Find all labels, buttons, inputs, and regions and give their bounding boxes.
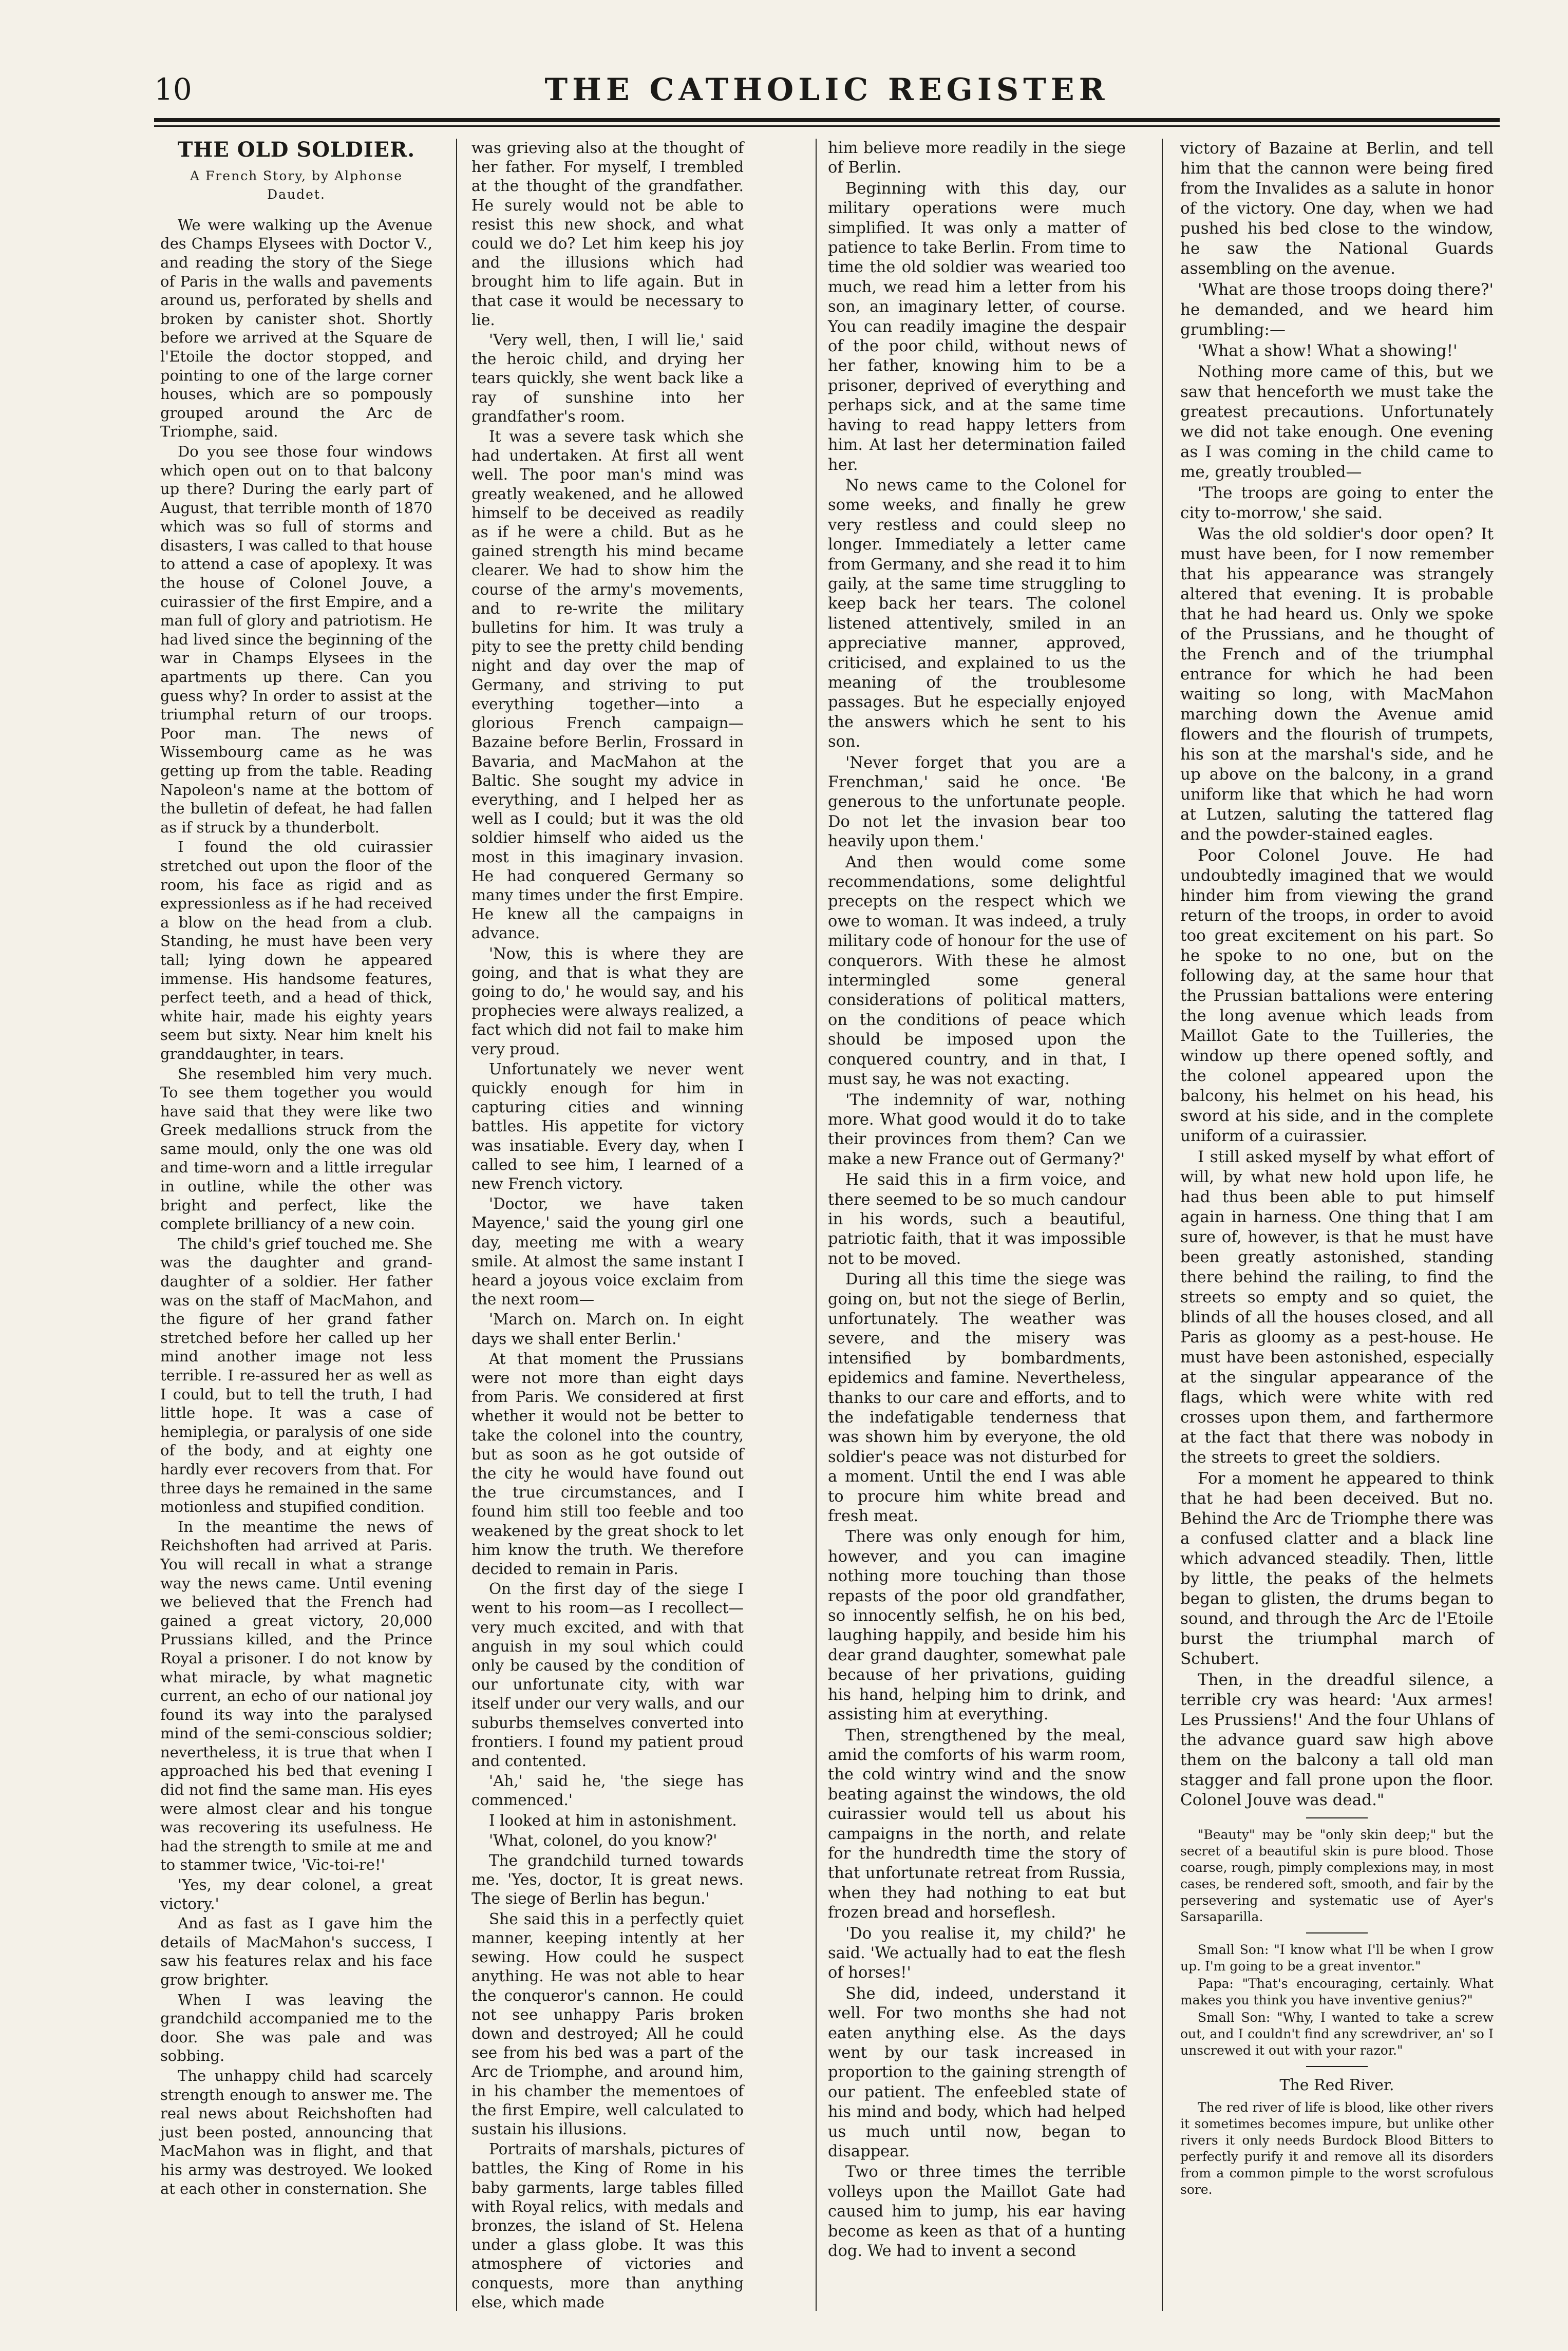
paper-title: THE CATHOLIC REGISTER [544,72,1109,108]
story-paragraph: Nothing more came of this, but we saw that henceforth we must take the greatest precautions. Unfortunately we did not take enough. One evening as I was coming in the child came to me, greatly troubled— [1180,363,1494,481]
joke-line: Small Son: "I know what I'll be when I grow up. I'm going to be a great inventor." [1180,1942,1494,1974]
red-river-body: The red river of life is blood, like other rivers it sometimes becomes impure, but unlike other rivers it only needs Burdock Blood Bitters to perfectly purify it and remove all its disorders from a common pimple to the worst scrofulous sore. [1180,2100,1494,2197]
story-paragraph: 'What are those troops doing there?' he demanded, and we heard him grumbling:— [1180,280,1494,339]
divider-rule [1306,2066,1368,2067]
story-paragraph: At that moment the Prussians were not more than eight days from Paris. We considered at first whether it would not be better to take the colonel into the country, but as soon as he got outside of the city he would have found out the true circumstances, and I found him still too feeble and too weakened by the great shock to let him know the truth. We therefore decided to remain in Paris. [471,1350,744,1578]
story-paragraph: 'Never forget that you are a Frenchman,' said he once. 'Be generous to the unfortunate people. Do not let the invasion bear too heavily upon them.' [828,753,1126,851]
story-paragraph: The child's grief touched me. She was the daughter and grand-daughter of a soldier. Her father was on the staff of MacMahon, and the figure of her grand father stretched before her called up her mind another image not less terrible. I re-assured her as well as I could, but to tell the truth, I had little hope. It was a case of hemiplegia, or paralysis of one side of the body, and at eighty one hardly ever recovers from that. For three days he remained in the same motionless and stupified condition. [160,1235,432,1516]
story-paragraph: 'What, colonel, do you know?' [489,1831,717,1849]
story-paragraph: him believe more readily in the siege of Berlin. [828,139,1126,177]
story-paragraph: 'Doctor, we have taken Mayence,' said the young girl one day, meeting me with a weary smile. At almost the same instant I heard a joyous voice exclaim from the next room— [471,1195,744,1309]
ad-beauty: "Beauty" may be "only skin deep;" but the secret of a beautiful skin is pure blood. Those coarse, rough, pimply complexions may, in most cases, be rendered soft, smooth, and fair by the persevering and systematic use of Ayer's Sarsaparilla. [1180,1827,1494,1924]
story-paragraph: The unhappy child had scarcely strength enough to answer me. The real news about Reichshoften had just been posted, announcing that MacMahon was in flight, and that his army was destroyed. We looked at each other in consternation. She [160,2066,432,2197]
story-paragraph: 'Ah,' said he, 'the siege has commenced.' [471,1772,744,1809]
story-paragraph: was grieving also at the thought of her father. For myself, I trembled at the thought of the grandfather. He surely would not be able to resist this new shock, and what could we do? Let him keep his joy and the illusions which had brought him to life again. But in that case it would be necessary to lie. [471,139,744,329]
divider-rule [1306,1817,1368,1818]
story-paragraph: 'What a show! What a showing!' [1198,342,1458,360]
story-paragraph: For a moment he appeared to think that he had been deceived. But no. Behind the Arc de Triomphe there was a confused clatter and a black line which advanced steadily. Then, little by little, the peaks of the helmets began to glisten, the drums began to sound, and through the Arc de l'Etoile burst the triumphal march of Schubert. [1180,1469,1494,1668]
column-1-body [160,216,432,2198]
story-title: THE OLD SOLDIER. [177,138,415,162]
column-2-body [471,139,744,2312]
story-paragraph: 'Now, this is where they are going, and that is what they are going to do,' he would say, and his prophecies were always realized, a fact which did not fail to make him very proud. [471,944,744,1058]
column-1 [160,139,432,2199]
header-rule-thin [154,125,1500,127]
column-2 [471,139,744,2313]
story-paragraph: She resembled him very much. To see them together you would have said that they were like two Greek medallions struck from the same mould, only the one was old and time-worn and a little irregular in outline, while the other was bright and perfect, like the complete brilliancy of a new coin. [160,1065,432,1233]
column-4-body [1180,139,1494,1810]
story-paragraph: Then, strengthened by the meal, amid the comforts of his warm room, the cold wintry wind and the snow beating against the windows, the old cuirassier would tell us about his campaigns in the north, and relate for the hundredth time the story of that unfortunate retreat from Russia, when they had nothing to eat but frozen bread and horseflesh. [828,1726,1126,1922]
story-paragraph: 'Very well, then, I will lie,' said the heroic child, and drying her tears quickly, she went back like a ray of sunshine into her grandfather's room. [471,331,744,425]
story-paragraph: The grandchild turned towards me. 'Yes, doctor, It is great news. The siege of Berlin has begun.' [471,1852,744,1908]
divider-rule [1306,1932,1368,1933]
masthead [154,72,1500,118]
story-paragraph: victory of Bazaine at Berlin, and tell him that the cannon were being fired from the Invalides as a salute in honor of the victory. One day, when we had pushed his bed close to the window, he saw the National Guards assembling on the avenue. [1180,139,1494,278]
story-paragraph: I found the old cuirassier stretched out upon the floor of the room, his face as rigid and as expressionless as if he had received a blow on the head from a club. Standing, he must have been very tall; lying down he appeared immense. His handsome features, perfect teeth, and a head of thick, white hair, made his eighty years seem but sixty. Near him knelt his granddaughter, in tears. [160,838,432,1063]
column-3-body [828,139,1126,2261]
column-3 [828,139,1126,2262]
header-rule [154,118,1500,122]
column-4 [1180,139,1494,2199]
story-paragraph: There was only enough for him, however, and you can imagine nothing more touching than those repasts of the poor old grandfather, so innocently selfish, he on his bed, laughing happily, and beside him his dear grand daughter, somewhat pale because of her privations, guiding his hand, helping him to drink, and assisting him at everything. [828,1528,1126,1724]
story-paragraph: 'Yes, my dear colonel, a great victory.' [160,1876,432,1912]
story-paragraph: It was a severe task which she had undertaken. At first all went well. The poor man's mind was greatly weakened, and he allowed himself to be deceived as readily as if he were a child. But as he gained strength his mind became clearer. We had to show him the course of the army's movements, and to re-write the military bulletins for him. It was truly a pity to see the pretty child bending night and day over the map of Germany, and striving to put everything together—into a glorious French campaign—Bazaine before Berlin, Frossard in Bavaria, and MacMahon at the Baltic. She sought my advice in everything, and I helped her as well as I could; but it was the old soldier himself who aided us the most in this imaginary invasion. He had conquered Germany so many times under the first Empire. He knew all the campaigns in advance. [471,428,744,942]
story-paragraph: Unfortunately we never went quickly enough for him in capturing cities and winning battles. His appetite for victory was insatiable. Every day, when I called to see him, I learned of a new French victory. [471,1060,744,1192]
story-paragraph: I looked at him in astonishment. [489,1811,737,1829]
story-paragraph: Portraits of marshals, pictures of battles, the King of Rome in his baby garments, large tables filled with Royal relics, with medals and bronzes, the island of St. Helena under a glass globe. It was this atmosphere of victories and conquests, more than anything else, which made [471,2140,744,2311]
story-paragraph: We were walking up the Avenue des Champs Elysees with Doctor V., and reading the story of the Siege of Paris in the walls and pavements around us, perforated by shells and broken by canister shot. Shortly before we arrived at the Square de l'Etoile the doctor stopped, and pointing to one of the large corner houses, which are so pompously grouped around the Arc de Triomphe, said. [160,216,432,441]
story-paragraph: Then, in the dreadful silence, a terrible cry was heard: 'Aux armes! Les Prussiens!' And the four Uhlans of the advance guard saw high above them on the balcony a tall old man stagger and fall prone upon the floor. Colonel Jouve was dead." [1180,1671,1494,1809]
column-divider [1162,139,1163,2311]
story-paragraph: She said this in a perfectly quiet manner, keeping intently at her sewing. How could he suspect anything. He was not able to hear the conqueror's cannon. He could not see unhappy Paris broken down and destroyed; All he could see from his bed was a part of the Arc de Triomphe, and around him, in his chamber the mementoes of the first Empire, well calculated to sustain his illusions. [471,1910,744,2138]
story-paragraph: And then would come some recommendations, some delightful precepts on the respect which we owe to woman. It was indeed, a truly military code of honour for the use of conquerors. With these he almost intermingled some general considerations of political matters, on the conditions of peace which should be imposed upon the conquered country, and in that, I must say, he was not exacting. [828,853,1126,1089]
story-paragraph: I still asked myself by what effort of will, by what new hold upon life, he had thus been able to put himself again in harness. One thing that I am sure of, however, is that he must have been greatly astonished, standing there behind the railing, to find the streets so empty and so quiet, the blinds of all the houses closed, and all Paris as gloomy as a pest-house. He must have been astonished, especially at the singular appearance of the flags, which were white with red crosses upon them, and farthermore at the fact that there was nobody in the streets to greet the soldiers. [1180,1148,1494,1467]
story-paragraph: 'The indemnity of war, nothing more. What good would it do to take their provinces from them? Can we make a new France out of Germany?' [828,1091,1126,1168]
story-paragraph: No news came to the Colonel for some weeks, and finally he grew very restless and could sleep no longer. Immediately a letter came from Germany, and she read it to him gaily, at the same time struggling to keep back her tears. The colonel listened attentively, smiled in an appreciative manner, approved, criticised, and explained to us the meaning of the troublesome passages. But he especially enjoyed the answers which he sent to his son. [828,476,1126,751]
story-paragraph: 'The troops are going to enter the city to-morrow,' she said. [1180,484,1494,522]
story-paragraph: During all this time the siege was going on, but not the siege of Berlin, unfortunately. The weather was severe, and the misery was intensified by bombardments, epidemics and famine. Nevertheless, thanks to our care and efforts, and to the indefatigable tenderness that was shown him by everyone, the old soldier's peace was not disturbed for a moment. Until the end I was able to procure him white bread and fresh meat. [828,1271,1126,1526]
story-byline: A French Story, by Alphonse Daudet. [190,168,403,202]
story-paragraph: Poor Colonel Jouve. He had undoubtedly imagined that we would hinder him from viewing the grand return of the troops, in order to avoid too great excitement on his part. So he spoke to no one, but on the following day, at the same hour that the Prussian battalions were entering the long avenue which leads from Maillot Gate to the Tuilleries, the window up there opened softly, and the colonel appeared upon the balcony, his helmet on his head, his sword at his side, and in the complete uniform of a cuirassier. [1180,846,1494,1145]
joke-line: Small Son: "Why, I wanted to take a screw out, and I couldn't find any screwdriver, an' so I unscrewed it out with your razor." [1180,2010,1494,2058]
story-paragraph: 'March on. March on. In eight days we shall enter Berlin.' [471,1311,744,1348]
story-paragraph: Two or three times the terrible volleys upon the Maillot Gate had caused him to jump, his ear having become as keen as that of a hunting dog. We had to invent a second [828,2163,1126,2261]
story-paragraph: And as fast as I gave him the details of MacMahon's success, I saw his features relax and his face grow brighter. [160,1914,432,1988]
story-paragraph: He said this in a firm voice, and there seemed to be so much candour in his words, such a beautiful, patriotic faith, that it was impossible not to be moved. [828,1171,1126,1268]
joke-line: Papa: "That's encouraging, certainly. What makes you think you have inventive genius?" [1180,1976,1494,2007]
story-paragraph: When I was leaving the grandchild accompanied me to the door. She was pale and was sobbing. [160,1990,432,2065]
story-paragraph: 'Do you realise it, my child?' he said. 'We actually had to eat the flesh of horses!' [828,1924,1126,1982]
column-divider [456,139,457,2311]
story-paragraph: She did, indeed, understand it well. For two months she had not eaten anything else. As the days went by our task increased in proportion to the gaining strength of our patient. The enfeebled state of his mind and body, which had helped us much until now, began to disappear. [828,1984,1126,2161]
story-paragraph: Beginning with this day, our military operations were much simplified. It was only a matter of patience to take Berlin. From time to time the old soldier was wearied too much, we read him a letter from his son, an imaginary letter, of course. You can readily imagine the despair of the poor child, without news of her father, knowing him to be a prisoner, deprived of everything and perhaps sick, and at the same time having to read happy letters from him. At last her determination failed her. [828,179,1126,474]
story-paragraph: Was the old soldier's door open? It must have been, for I now remember that his appearance was strangely altered that evening. It is probable that he had heard us. Only we spoke of the Prussians, and he thought of the French and of the triumphal entrance for which he had been waiting so long, with MacMahon marching down the Avenue amid flowers and the flourish of trumpets, his son at the marshal's side, and he up above on the balcony, in a grand uniform like that which he had worn at Lutzen, saluting the tattered flag and the powder-stained eagles. [1180,525,1494,844]
story-paragraph: Do you see those four windows which open out on to that balcony up there? During the early part of August, that terrible month of 1870 which was so full of storms and disasters, I was called to that house to attend a case of apoplexy. It was the house of Colonel Jouve, a cuirassier of the first Empire, and a man full of glory and patriotism. He had lived since the beginning of the war in Champs Elysees in the apartments up there. Can you guess why? In order to assist at the triumphal return of our troops. Poor man. The news of Wissembourg came as he was getting up from the table. Reading Napoleon's name at the bottom of the bulletin of defeat, he had fallen as if struck by a thunderbolt. [160,442,432,836]
page-number: 10 [154,72,192,107]
story-paragraph: On the first day of the siege I went to his room—as I recollect—very much excited, and with that anguish in my soul which could only be caused by the condition of our unfortunate city, with war itself under our very walls, and our suburbs themselves converted into frontiers. I found my patient proud and contented. [471,1580,744,1770]
column-divider [816,139,817,2311]
red-river-title: The Red River. [1279,2076,1394,2094]
story-paragraph: In the meantime the news of Reichshoften had arrived at Paris. You will recall in what a strange way the news came. Until evening we believed that the French had gained a great victory, 20,000 Prussians killed, and the Prince Royal a prisoner. I do not know by what miracle, by what magnetic current, an echo of our national joy found its way into the paralysed mind of the semi-conscious soldier; nevertheless, it is true that when I approached his bed that evening I did not find the same man. His eyes were almost clear and his tongue was recovering its usefulness. He had the strength to smile at me and to stammer twice, 'Vic-toi-re!' [160,1518,432,1874]
